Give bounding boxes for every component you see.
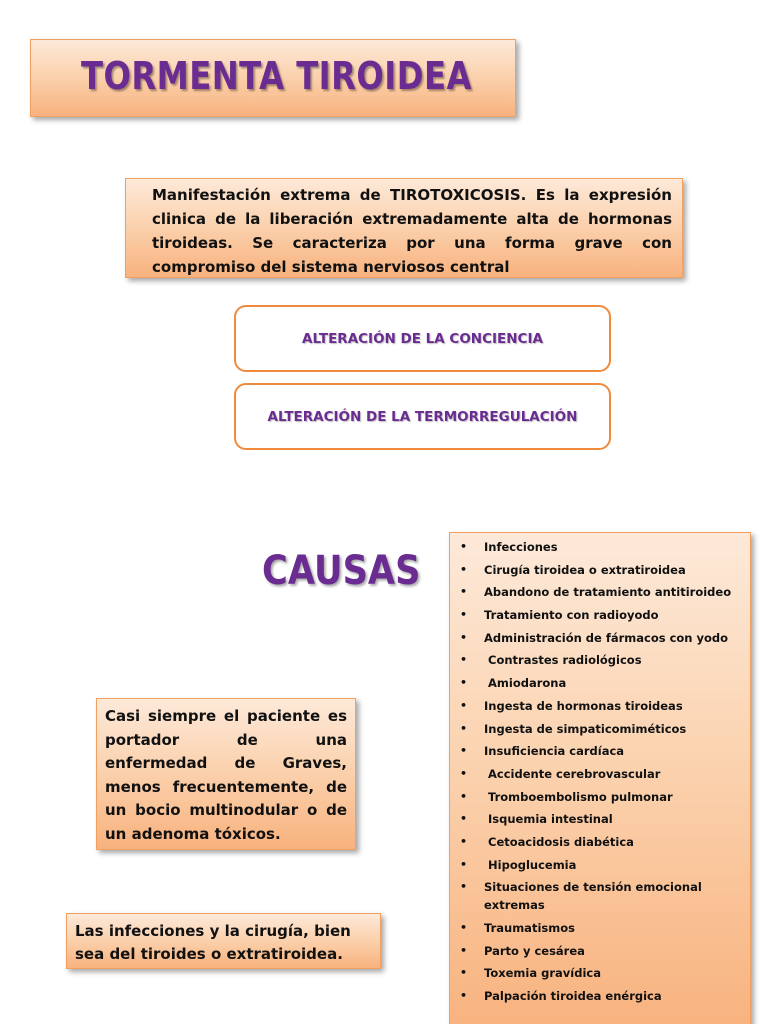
bullet-icon: • — [460, 834, 468, 848]
list-item — [460, 606, 744, 624]
list-item — [460, 919, 744, 937]
list-item — [460, 964, 744, 982]
bullet-icon: • — [460, 857, 468, 871]
bullet-icon: • — [460, 880, 468, 894]
cause-label: Isquemia intestinal — [484, 812, 613, 827]
bullet-icon: • — [460, 630, 468, 644]
list-item — [460, 833, 744, 851]
list-item — [460, 561, 744, 579]
bullet-icon: • — [460, 744, 468, 758]
cause-label: Toxemia gravídica — [484, 966, 601, 981]
graves-note-text: Casi siempre el paciente es portador de una enfermedad de Graves, menos frecuentemente, de un bocio multinodular o de un adenoma tóxicos. — [105, 707, 347, 843]
cause-label: Hipoglucemia — [484, 857, 577, 872]
graves-note-box — [96, 698, 356, 850]
cause-label: Tratamiento con radioyodo — [484, 608, 659, 623]
bullet-icon: • — [460, 766, 468, 780]
cause-label: Tromboembolismo pulmonar — [484, 789, 673, 804]
bullet-icon: • — [460, 676, 468, 690]
bullet-icon: • — [460, 921, 468, 934]
feature-label-consciousness: ALTERACIÓN DE LA CONCIENCIA — [302, 330, 543, 347]
bullet-icon: • — [460, 608, 468, 622]
cause-label: Abandono de tratamiento antitiroideo — [484, 585, 732, 600]
list-item — [460, 742, 744, 760]
page-title: TORMENTA TIROIDEA — [81, 54, 472, 98]
list-item — [460, 856, 744, 874]
causes-list-box — [449, 532, 751, 1024]
cause-label: Administración de fármacos con yodo — [484, 630, 729, 645]
list-item — [460, 788, 744, 806]
bullet-icon: • — [460, 966, 468, 980]
feature-box-consciousness — [234, 305, 611, 372]
list-item — [460, 810, 744, 828]
bullet-icon: • — [460, 943, 468, 957]
list-item — [460, 651, 744, 669]
cause-label: Parto y cesárea — [484, 943, 585, 958]
list-item — [460, 942, 744, 960]
feature-label-thermoregulation: ALTERACIÓN DE LA TERMORREGULACIÓN — [267, 408, 578, 425]
cause-label: Ingesta de simpaticomiméticos — [484, 721, 687, 736]
list-item — [460, 629, 744, 647]
cause-label: Ingesta de hormonas tiroideas — [484, 698, 683, 713]
list-item — [460, 697, 744, 715]
list-item — [460, 765, 744, 783]
cause-label: Cetoacidosis diabética — [484, 834, 634, 849]
definition-text: Manifestación extrema de TIROTOXICOSIS. Es la expresión clinica de la liberación extremadamente alta de hormonas tiroideas. Se caracteriza por una forma grave con compromiso del sistema nerviosos central — [152, 186, 672, 276]
cause-label: Amiodarona — [484, 676, 567, 691]
bullet-icon: • — [460, 989, 468, 1003]
list-item — [460, 720, 744, 738]
list-item — [460, 583, 744, 601]
cause-label: Palpación tiroidea enérgica — [484, 989, 662, 1004]
causes-heading: CAUSAS — [262, 548, 421, 594]
cause-label: Cirugía tiroidea o extratiroidea — [484, 562, 686, 577]
list-item — [460, 987, 744, 1005]
infection-note-text: Las infecciones y la cirugía, bien sea del tiroides o extratiroidea. — [75, 922, 351, 963]
causes-list — [460, 538, 744, 1005]
title-banner — [30, 39, 516, 117]
cause-label: Situaciones de tensión emocional extremas — [484, 880, 706, 913]
cause-label: Contrastes radiológicos — [484, 653, 642, 668]
feature-box-thermoregulation — [234, 383, 611, 450]
bullet-icon: • — [460, 585, 468, 599]
bullet-icon: • — [460, 812, 468, 826]
bullet-icon: • — [460, 653, 468, 667]
infection-note-box — [66, 913, 381, 969]
bullet-icon: • — [460, 789, 468, 803]
list-item — [460, 674, 744, 692]
bullet-icon: • — [460, 721, 468, 735]
cause-label: Traumatismos — [484, 921, 575, 935]
list-item — [460, 878, 744, 914]
bullet-icon: • — [460, 562, 468, 576]
list-item — [460, 538, 744, 556]
bullet-icon: • — [460, 540, 468, 553]
cause-label: Accidente cerebrovascular — [484, 766, 661, 781]
bullet-icon: • — [460, 698, 468, 712]
cause-label: Infecciones — [484, 540, 558, 554]
definition-box — [125, 178, 683, 278]
cause-label: Insuficiencia cardíaca — [484, 744, 625, 759]
